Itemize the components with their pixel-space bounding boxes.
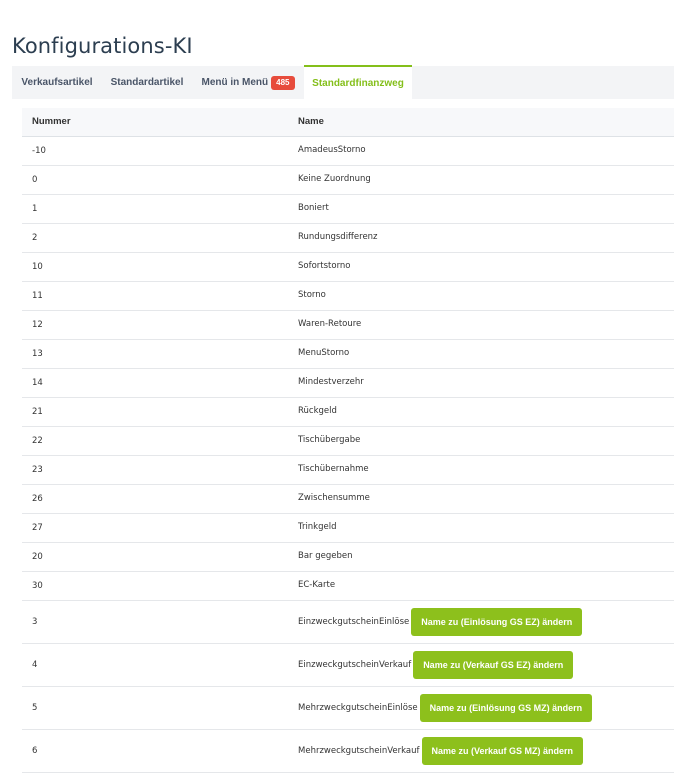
table-row xyxy=(22,600,674,643)
table-row xyxy=(22,252,674,281)
table-row xyxy=(22,223,674,252)
cell-nummer: 2 xyxy=(22,223,288,252)
name-text: MehrzweckgutscheinEinlöse xyxy=(298,702,418,713)
cell-nummer: 10 xyxy=(22,252,288,281)
name-text: AmadeusStorno xyxy=(298,145,366,156)
cell-nummer: 23 xyxy=(22,455,288,484)
count-badge: 485 xyxy=(271,76,294,90)
table-row xyxy=(22,310,674,339)
name-text: MenuStorno xyxy=(298,348,350,359)
cell-name xyxy=(288,136,674,165)
cell-name xyxy=(288,194,674,223)
cell-name xyxy=(288,484,674,513)
cell-name xyxy=(288,165,674,194)
table-row xyxy=(22,729,674,772)
tab-standardartikel[interactable] xyxy=(102,66,192,99)
cell-name xyxy=(288,397,674,426)
name-text: Bar gegeben xyxy=(298,551,353,562)
cell-nummer: -10 xyxy=(22,136,288,165)
column-header-nummer[interactable]: Nummer xyxy=(22,108,288,136)
name-text: EinzweckgutscheinVerkauf xyxy=(298,659,412,670)
cell-name xyxy=(288,368,674,397)
cell-name xyxy=(288,252,674,281)
cell-name xyxy=(288,686,674,729)
table-row xyxy=(22,513,674,542)
cell-name xyxy=(288,729,674,772)
cell-nummer: 5 xyxy=(22,686,288,729)
name-text: MehrzweckgutscheinVerkauf xyxy=(298,745,420,756)
name-text: Tischübernahme xyxy=(298,464,369,475)
name-text: Rundungsdifferenz xyxy=(298,232,378,243)
cell-nummer: 3 xyxy=(22,600,288,643)
cell-nummer: 22 xyxy=(22,426,288,455)
tab-label: Menü in Menü xyxy=(201,77,269,88)
tab-verkaufsartikel[interactable] xyxy=(12,66,102,99)
cell-name xyxy=(288,600,674,643)
cell-nummer: 4 xyxy=(22,643,288,686)
cell-nummer: 12 xyxy=(22,310,288,339)
name-text: Zwischensumme xyxy=(298,493,370,504)
tab-menu-in-menu[interactable] xyxy=(192,66,304,99)
cell-name xyxy=(288,281,674,310)
name-text: Waren-Retoure xyxy=(298,319,362,330)
name-text: Keine Zuordnung xyxy=(298,174,371,185)
name-text: Trinkgeld xyxy=(298,522,337,533)
cell-nummer: 14 xyxy=(22,368,288,397)
table-row xyxy=(22,571,674,600)
name-text: EC-Karte xyxy=(298,580,336,591)
name-text: EinzweckgutscheinEinlöse xyxy=(298,616,410,627)
tab-label: Verkaufsartikel xyxy=(21,77,93,88)
cell-nummer: 27 xyxy=(22,513,288,542)
cell-nummer: 30 xyxy=(22,571,288,600)
name-text: Sofortstorno xyxy=(298,261,351,272)
table-row xyxy=(22,484,674,513)
cell-nummer: 11 xyxy=(22,281,288,310)
name-text: Mindestverzehr xyxy=(298,377,364,388)
tab-label: Standardartikel xyxy=(110,77,184,88)
tab-bar xyxy=(12,66,674,99)
table-row xyxy=(22,643,674,686)
page-title: Konfigurations-KI xyxy=(12,34,193,58)
rename-button[interactable]: Name zu (Einlösung GS MZ) ändern xyxy=(420,694,593,722)
cell-nummer: 20 xyxy=(22,542,288,571)
rename-button[interactable]: Name zu (Verkauf GS EZ) ändern xyxy=(413,651,573,679)
cell-nummer: 21 xyxy=(22,397,288,426)
cell-name xyxy=(288,426,674,455)
table-row xyxy=(22,165,674,194)
table-row xyxy=(22,136,674,165)
cell-name xyxy=(288,455,674,484)
cell-nummer: 6 xyxy=(22,729,288,772)
rename-button[interactable]: Name zu (Verkauf GS MZ) ändern xyxy=(422,737,584,765)
name-text: Storno xyxy=(298,290,326,301)
table-row xyxy=(22,194,674,223)
table-row xyxy=(22,368,674,397)
table-row xyxy=(22,426,674,455)
table-row xyxy=(22,281,674,310)
table-header-row xyxy=(22,108,674,136)
cell-nummer: 13 xyxy=(22,339,288,368)
rename-button[interactable]: Name zu (Einlösung GS EZ) ändern xyxy=(411,608,582,636)
name-text: Rückgeld xyxy=(298,406,337,417)
tab-standardfinanzweg[interactable] xyxy=(304,65,412,100)
table-row xyxy=(22,339,674,368)
tab-label: Standardfinanzweg xyxy=(312,78,404,89)
cell-nummer: 1 xyxy=(22,194,288,223)
cell-name xyxy=(288,513,674,542)
cell-name xyxy=(288,310,674,339)
name-text: Boniert xyxy=(298,203,329,214)
cell-nummer: 0 xyxy=(22,165,288,194)
name-text: Tischübergabe xyxy=(298,435,361,446)
table-row xyxy=(22,455,674,484)
column-header-name[interactable]: Name xyxy=(288,108,674,136)
cell-name xyxy=(288,339,674,368)
table-row xyxy=(22,542,674,571)
cell-name xyxy=(288,643,674,686)
finanzweg-table xyxy=(22,108,674,773)
cell-nummer: 26 xyxy=(22,484,288,513)
cell-name xyxy=(288,223,674,252)
table-row xyxy=(22,397,674,426)
cell-name xyxy=(288,542,674,571)
cell-name xyxy=(288,571,674,600)
table-row xyxy=(22,686,674,729)
